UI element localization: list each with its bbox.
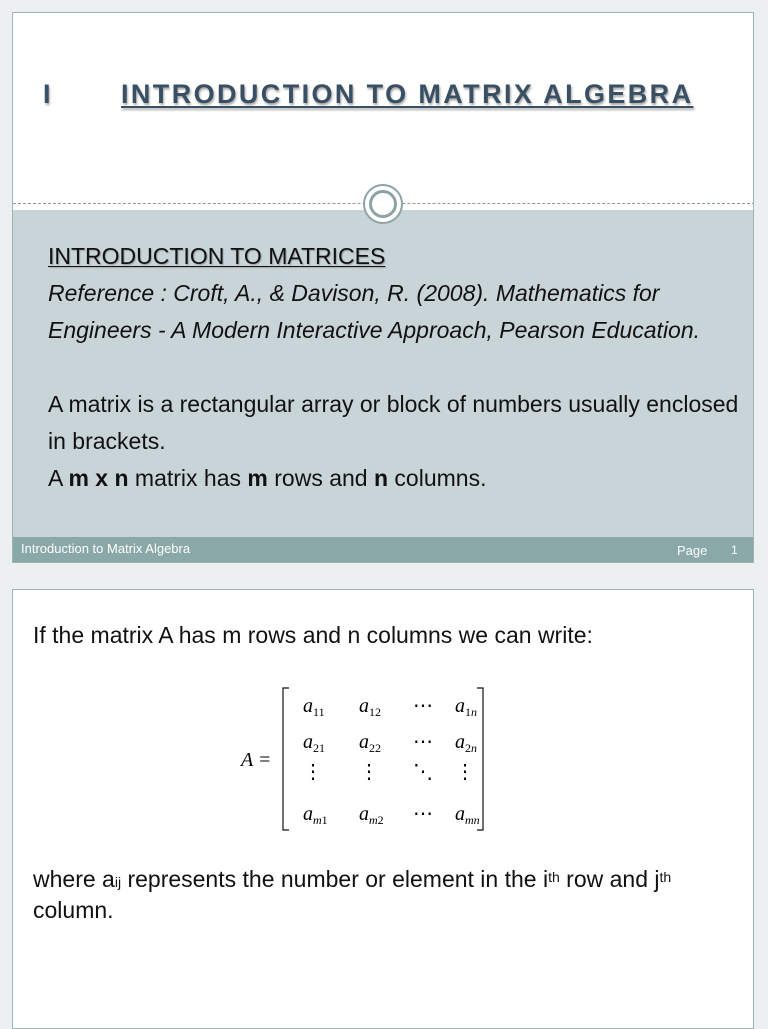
- section-heading: INTRODUCTION TO MATRICES: [48, 243, 386, 269]
- matrix-element: $a_12$: [359, 695, 381, 719]
- footer-bar: [13, 537, 754, 563]
- slide-2: [12, 589, 754, 1029]
- dim-bold-m: m: [247, 465, 268, 491]
- matrix-element: ⋮: [455, 761, 475, 783]
- matrix-element: $a_m1$: [303, 803, 328, 827]
- matrix-element: ⋯: [413, 731, 433, 753]
- dim-mid1: matrix has: [128, 465, 248, 491]
- matrix-element: ⋱: [413, 761, 433, 783]
- circle-ornament-inner: [369, 190, 397, 218]
- where-sup2: th: [659, 869, 672, 885]
- dim-bold-mxn: m x n: [68, 465, 129, 491]
- matrix-element: ⋮: [303, 761, 323, 783]
- element-definition-text: [33, 864, 733, 926]
- matrix-lhs: A =: [241, 749, 272, 771]
- circle-ornament-icon: [363, 184, 403, 224]
- definition-text: A matrix is a rectangular array or block of numbers usually enclosed in brackets.: [48, 391, 739, 454]
- matrix-element: $a_21$: [303, 731, 325, 755]
- matrix-element: ⋯: [413, 695, 433, 717]
- matrix-element: ⋯: [413, 803, 433, 825]
- matrix-left-bracket: [283, 688, 289, 830]
- dim-bold-n: n: [373, 465, 389, 491]
- where-part2: represents the number or element in the i: [121, 866, 549, 892]
- matrix-equation: [233, 680, 533, 840]
- where-sup1: th: [548, 869, 560, 885]
- matrix-element: $a_2n$: [455, 731, 477, 755]
- matrix-element: $a_m2$: [359, 803, 384, 827]
- matrix-element: ⋮: [359, 761, 379, 783]
- footer-title: Introduction to Matrix Algebra: [21, 541, 191, 556]
- where-part4: column.: [33, 897, 114, 923]
- matrix-element: $a_11$: [303, 695, 325, 719]
- dim-mid2: rows and: [267, 465, 374, 491]
- where-part1: where a: [33, 866, 115, 892]
- title-text: INTRODUCTION TO MATRIX ALGEBRA: [121, 79, 694, 109]
- dim-post: columns.: [388, 465, 487, 491]
- title-number: I: [43, 79, 53, 109]
- where-sub-ij: ij: [114, 874, 122, 890]
- slide-1: [12, 12, 754, 563]
- slide-1-content: [48, 238, 748, 497]
- dimension-text: [48, 460, 748, 497]
- matrix-element: $a_22$: [359, 731, 381, 755]
- dim-pre: A: [48, 465, 69, 491]
- reference-text: Reference : Croft, A., & Davison, R. (2008). Mathematics for Engineers - A Modern Interactive Approach, Pearson Education.: [48, 280, 701, 343]
- where-part3: row and j: [559, 866, 660, 892]
- slide-title: [13, 79, 754, 119]
- matrix-right-bracket: [477, 688, 483, 830]
- matrix-intro-text: If the matrix A has m rows and n columns we can write:: [33, 622, 593, 648]
- footer-page-number: 1: [731, 543, 738, 557]
- footer-page-label: Page: [677, 543, 708, 558]
- matrix-cells: [303, 695, 480, 827]
- matrix-element: $a_mn$: [455, 803, 480, 827]
- matrix-element: $a_1n$: [455, 695, 477, 719]
